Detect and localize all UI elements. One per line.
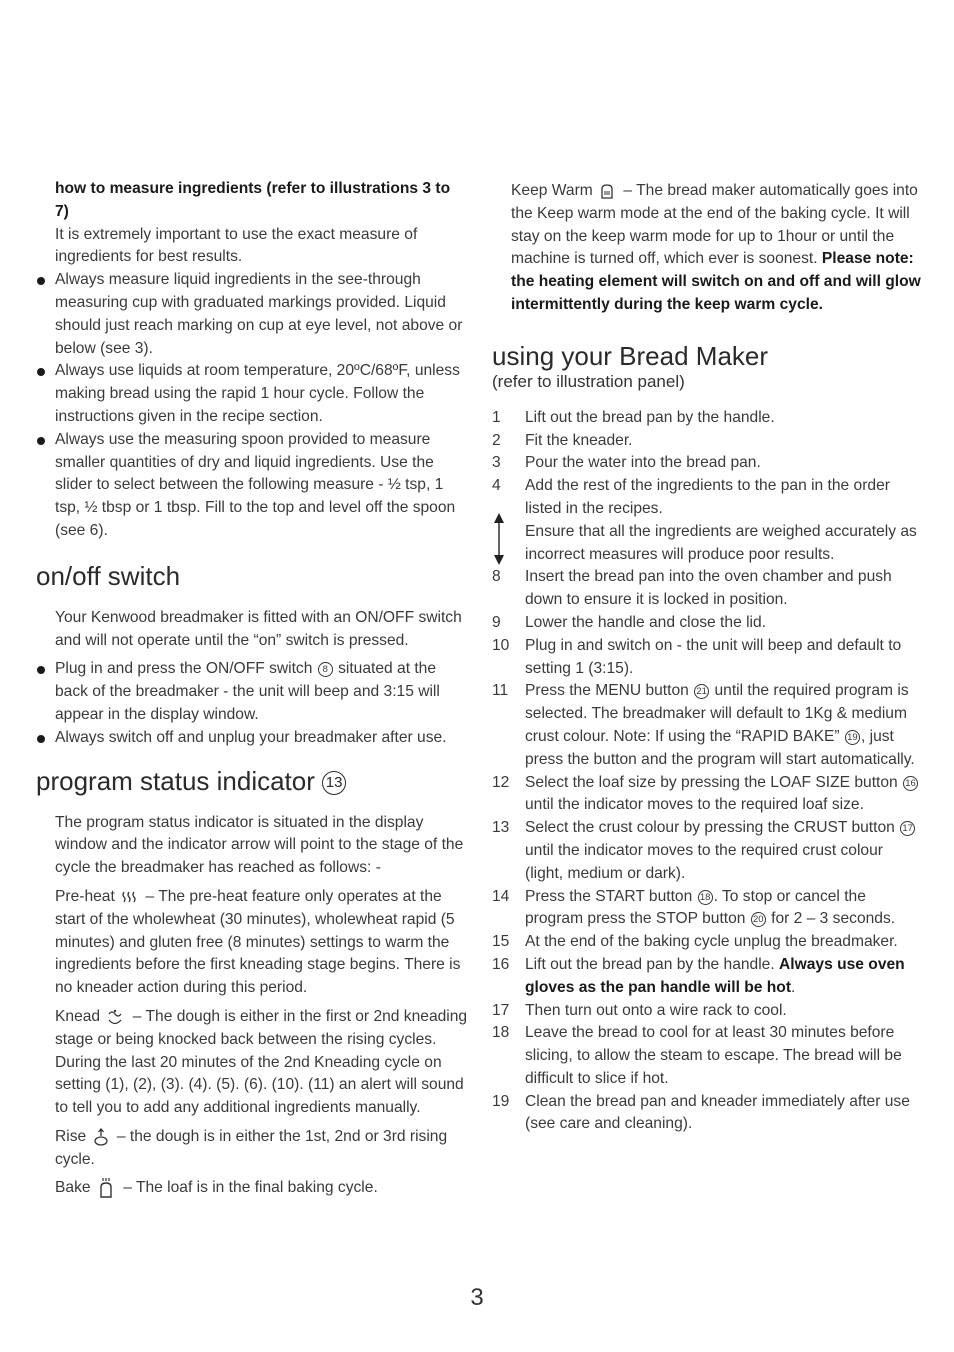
step-number: 18	[492, 1024, 510, 1042]
step-text: .	[791, 978, 796, 996]
step-number: 9	[492, 613, 501, 631]
step-text: Leave the bread to cool for at least 30 minutes before slicing, to allow the steam to escape. The bread will be difficult to slice if hot.	[525, 1024, 902, 1087]
circled-number: 21	[694, 684, 709, 699]
list-item	[492, 954, 924, 1000]
step-text: Lower the handle and close the lid.	[525, 613, 767, 631]
list-item	[492, 475, 924, 521]
step-text: Insert the bread pan into the oven chamber and push down to ensure it is locked in position.	[525, 568, 892, 609]
circled-number: 8	[318, 662, 333, 677]
preheat-text: – The pre-heat feature only operates at the start of the wholewheat (30 minutes), wholewheat rapid (5 minutes) and gluten free (8 minutes) settings to warm the ingredients before the first kneading stage begins. There is no kneader action during this period.	[55, 887, 461, 997]
step-text: Add the rest of the ingredients to the pan in the order listed in the recipes.	[525, 477, 890, 517]
list-item	[492, 772, 924, 818]
rise-icon	[93, 1128, 109, 1146]
list-item	[492, 430, 924, 453]
step-text: Select the crust colour by pressing the CRUST button	[525, 819, 900, 837]
list-item	[36, 658, 468, 726]
right-column	[492, 180, 924, 1136]
knead-label: Knead	[55, 1007, 101, 1025]
step-number: 12	[492, 773, 510, 791]
list-item: Always switch off and unplug your breadmaker after use.	[36, 727, 468, 750]
step-number: 3	[492, 454, 501, 472]
step-number: 1	[492, 408, 501, 426]
bake-icon	[97, 1177, 115, 1199]
list-item	[492, 635, 924, 681]
step-text: until the indicator moves to the required loaf size.	[525, 796, 864, 814]
list-item: Always use liquids at room temperature, 20ºC/68ºF, unless making bread using the rapid 1 hour cycle. Follow the instructions given in the recipe section.	[36, 360, 468, 428]
step-text: until the required program is selected. The breadmaker will default to 1Kg & medium crust colour. Note: If using the “RAPID BAKE”	[525, 682, 909, 745]
step-number: 17	[492, 1001, 510, 1019]
circled-number: 16	[903, 776, 918, 791]
step-number: 4	[492, 477, 501, 495]
preheat-icon	[121, 890, 137, 904]
step-number: 10	[492, 636, 510, 654]
onoff-heading: on/off switch	[36, 560, 181, 591]
steps-list	[492, 407, 924, 1137]
step-text: for 2 – 3 seconds.	[766, 910, 896, 928]
step-number: 16	[492, 955, 510, 973]
bake-paragraph	[36, 1177, 468, 1200]
knead-icon	[106, 1008, 124, 1026]
onoff-b1-text: Plug in and press the ON/OFF switch	[55, 660, 317, 678]
bake-text: – The loaf is in the final baking cycle.	[118, 1179, 378, 1197]
circled-number: 17	[900, 821, 915, 836]
using-heading: using your Bread Maker	[492, 340, 769, 371]
left-column	[36, 178, 468, 1200]
knead-paragraph	[36, 1006, 468, 1120]
step-warning: Always use oven gloves as the pan handle will be hot	[525, 955, 905, 996]
step-text: Fit the kneader.	[525, 431, 633, 449]
measure-heading: how to measure ingredients (refer to illustrations 3 to 7)	[55, 180, 451, 220]
step-number: 11	[492, 682, 509, 700]
step-text: Clean the bread pan and kneader immediately after use (see care and cleaning).	[525, 1092, 910, 1133]
double-arrow-icon	[494, 513, 504, 565]
step-text: Ensure that all the ingredients are weighed accurately as incorrect measures will produce poor results.	[525, 522, 917, 563]
step-text: At the end of the baking cycle unplug the breadmaker.	[525, 933, 898, 951]
measure-intro: It is extremely important to use the exact measure of ingredients for best results.	[55, 225, 418, 266]
step-text: Lift out the bread pan by the handle.	[525, 408, 775, 426]
step-text: Press the START button	[525, 887, 697, 905]
step-number: 14	[492, 887, 510, 905]
list-item	[492, 566, 924, 612]
step-text: . To stop or cancel the program press the STOP button	[525, 887, 866, 928]
list-item	[492, 521, 924, 567]
status-heading-text: program status indicator	[36, 765, 323, 796]
rise-label: Rise	[55, 1127, 87, 1145]
step-number: 13	[492, 819, 510, 837]
measure-bullets	[36, 269, 468, 543]
rise-text: – the dough is in either the 1st, 2nd or 3rd rising cycle.	[55, 1127, 448, 1168]
list-item: Always measure liquid ingredients in the see-through measuring cup with graduated markings provided. Liquid should just reach marking on cup at eye level, not above or below (see 3).	[36, 269, 468, 360]
list-item	[492, 1022, 924, 1090]
knead-text: – The dough is either in the first or 2nd kneading stage or being knocked back between the rising cycles. During the last 20 minutes of the 2nd Kneading cycle on setting (1), (2), (3). (4). (5). (6). (10). (11) an alert will sound to tell you to add any additional ingredients manually.	[55, 1007, 468, 1117]
step-text: Pour the water into the bread pan.	[525, 454, 761, 472]
step-text: Select the loaf size by pressing the LOAF SIZE button	[525, 773, 903, 791]
status-heading	[36, 766, 468, 796]
page-number: 3	[470, 1284, 484, 1311]
keep-warm-icon	[599, 183, 615, 199]
circled-number: 19	[845, 730, 860, 745]
step-number: 15	[492, 933, 510, 951]
onoff-b1-text-2: situated at the back of the breadmaker - the unit will beep and 3:15 will appear in the display window.	[55, 660, 440, 723]
list-item	[492, 1000, 924, 1023]
list-item	[492, 407, 924, 430]
keepwarm-note: Please note: the heating element will switch on and off and will glow intermittently during the keep warm cycle.	[511, 250, 921, 313]
keepwarm-label: Keep Warm	[511, 182, 593, 199]
list-item	[492, 931, 924, 954]
list-item	[492, 680, 924, 771]
step-text: Then turn out onto a wire rack to cool.	[525, 1001, 787, 1019]
status-intro: The program status indicator is situated in the display window and the indicator arrow will point to the stage of the cycle the breadmaker has reached as follows: -	[55, 813, 464, 877]
step-number: 8	[492, 568, 501, 586]
step-text: Plug in and switch on - the unit will beep and default to setting 1 (3:15).	[525, 636, 902, 677]
step-text: until the indicator moves to the required crust colour (light, medium or dark).	[525, 841, 883, 882]
list-item	[492, 452, 924, 475]
preheat-label: Pre-heat	[55, 887, 115, 905]
list-item	[492, 1091, 924, 1137]
step-number: 2	[492, 431, 501, 449]
circled-number: 13	[322, 771, 346, 795]
circled-number: 20	[751, 912, 766, 927]
step-number: 19	[492, 1092, 510, 1110]
step-text: Press the MENU button	[525, 682, 694, 700]
list-item	[492, 612, 924, 635]
list-item	[492, 886, 924, 932]
onoff-intro: Your Kenwood breadmaker is fitted with an ON/OFF switch and will not operate until the “on” switch is pressed.	[55, 608, 462, 649]
onoff-bullets	[36, 658, 468, 749]
list-item	[492, 817, 924, 885]
rise-paragraph	[36, 1126, 468, 1172]
list-item: Always use the measuring spoon provided to measure smaller quantities of dry and liquid ingredients. Use the slider to select between the following measure - ½ tsp, 1 tsp, ½ tbsp or 1 tbsp. Fill to the top and level off the spoon (see 6).	[36, 429, 468, 543]
keepwarm-text: – The bread maker automatically goes into the Keep warm mode at the end of the baking cycle. It will stay on the keep warm mode for up to 1hour or until the machine is turned off, which ever is soonest.	[511, 182, 918, 268]
preheat-paragraph	[36, 886, 468, 1000]
circled-number: 18	[698, 890, 713, 905]
bake-label: Bake	[55, 1179, 91, 1197]
step-text: Lift out the bread pan by the handle.	[525, 955, 780, 973]
step-text: , just press the button and the program will start automatically.	[525, 727, 915, 768]
keepwarm-paragraph	[492, 180, 924, 317]
using-subheading: (refer to illustration panel)	[492, 371, 685, 391]
